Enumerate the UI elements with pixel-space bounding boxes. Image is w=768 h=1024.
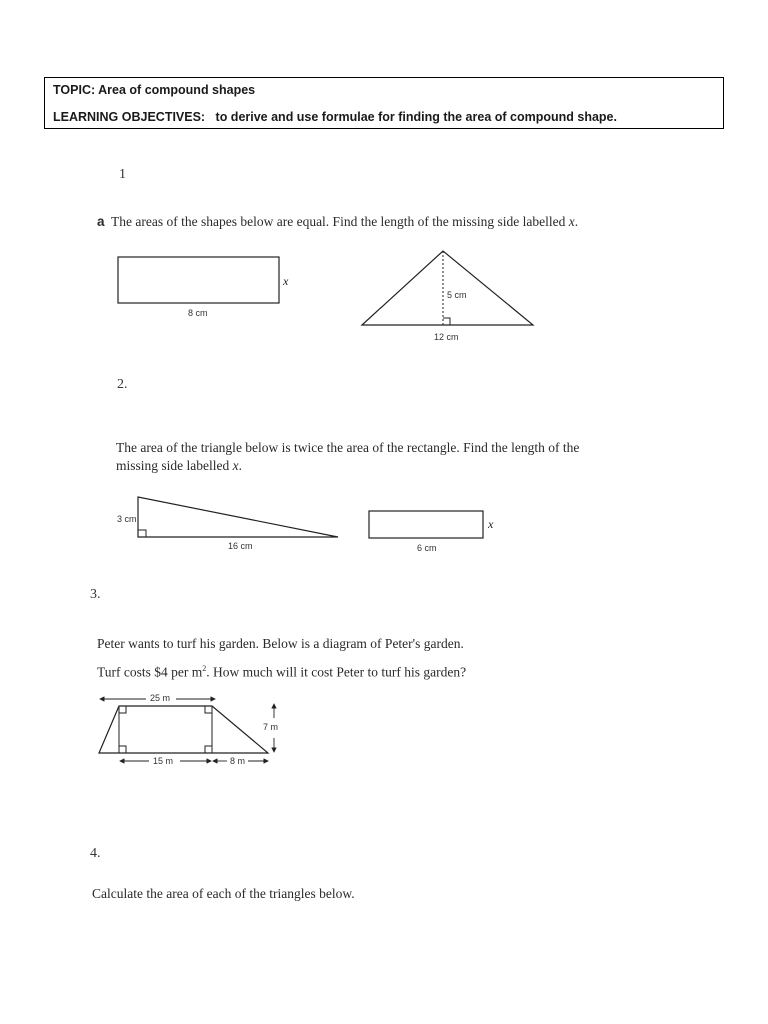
question-4-number: 4. <box>90 846 101 861</box>
topic-text: Area of compound shapes <box>98 83 256 97</box>
q3-right-angle-tl <box>119 706 126 713</box>
objectives-text: to derive and use formulae for finding the area of compound shape. <box>215 110 617 124</box>
q3-height-label: 7 m <box>263 722 279 732</box>
q3-right-angle-bl <box>119 746 126 753</box>
q3-bottom-right-label: 8 m <box>230 756 246 766</box>
question-1-part-letter: a <box>97 214 105 229</box>
q3-right-angle-tr <box>205 706 212 713</box>
q1-rect-side-label: x <box>283 274 289 288</box>
question-3-line-2-a: Turf costs $4 per m <box>97 664 203 680</box>
question-3-superscript: 2 <box>202 664 207 673</box>
question-3-line-2-b: . How much will it cost Peter to turf his garden? <box>206 664 467 680</box>
question-1-var: x <box>568 214 575 229</box>
q3-bottom-left-label: 15 m <box>153 756 174 766</box>
q3-top-label: 25 m <box>150 693 171 703</box>
q1-tri-height-label: 5 cm <box>447 290 467 300</box>
q2-rect-side-label: x <box>488 517 494 531</box>
question-2-line-2-text: missing side labelled <box>116 458 230 473</box>
question-1-number: 1 <box>119 167 126 182</box>
question-2-number: 2. <box>117 377 128 392</box>
question-3-line-1: Peter wants to turf his garden. Below is a diagram of Peter's garden. <box>97 636 464 651</box>
q2-rect-width-label: 6 cm <box>417 543 437 553</box>
q1-tri-base-label: 12 cm <box>434 332 459 342</box>
question-1-period: . <box>574 214 579 229</box>
q3-right-angle-br <box>205 746 212 753</box>
objectives-label: LEARNING OBJECTIVES: <box>53 110 206 124</box>
question-1-sentence: The areas of the shapes below are equal. Find the length of the missing side labelled <box>111 214 566 229</box>
q2-tri-height-label: 3 cm <box>117 514 137 524</box>
q1-rect-width-label: 8 cm <box>188 308 208 318</box>
topic-label: TOPIC: <box>53 83 96 97</box>
question-2-var: x <box>232 458 239 473</box>
question-2-period: . <box>238 458 242 473</box>
question-2-line-1: The area of the triangle below is twice the area of the rectangle. Find the length of the <box>116 440 580 455</box>
question-3-number: 3. <box>90 587 101 602</box>
q2-tri-base-label: 16 cm <box>228 541 253 551</box>
question-4-text: Calculate the area of each of the triangles below. <box>92 886 355 901</box>
